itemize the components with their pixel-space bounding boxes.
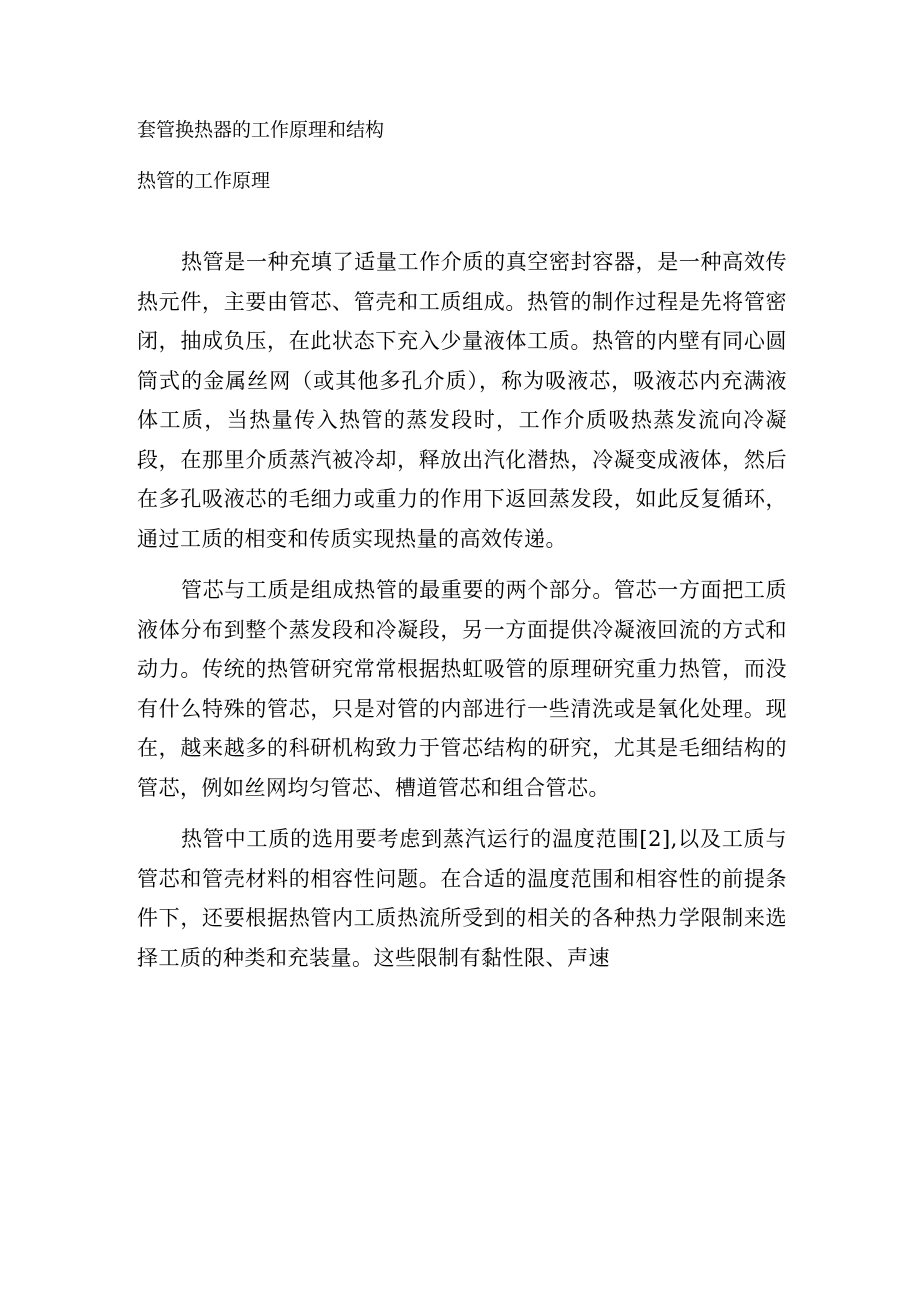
document-title: 套管换热器的工作原理和结构 [137, 119, 385, 141]
section-title: 热管的工作原理 [137, 170, 271, 192]
document-body [137, 243, 787, 990]
paragraph: 热管是一种充填了适量工作介质的真空密封容器，是一种高效传热元件，主要由管芯、管壳和工质组成。热管的制作过程是先将管密闭，抽成负压，在此状态下充入少量液体工质。热管的内壁有同心圆筒式的金属丝网（或其他多孔介质），称为吸液芯，吸液芯内充满液体工质，当热量传入热管的蒸发段时，工作介质吸热蒸发流向冷凝段，在那里介质蒸汽被冷却，释放出汽化潜热，冷凝变成液体，然后在多孔吸液芯的毛细力或重力的作用下返回蒸发段，如此反复循环，通过工质的相变和传质实现热量的高效传递。 [137, 250, 787, 551]
paragraph: 管芯与工质是组成热管的最重要的两个部分。管芯一方面把工质液体分布到整个蒸发段和冷凝段，另一方面提供冷凝液回流的方式和动力。传统的热管研究常常根据热虹吸管的原理研究重力热管，而没有什么特殊的管芯，只是对管的内部进行一些清洗或是氧化处理。现在，越来越多的科研机构致力于管芯结构的研究，尤其是毛细结构的管芯，例如丝网均匀管芯、槽道管芯和组合管芯。 [137, 578, 787, 800]
paragraph: 热管中工质的选用要考虑到蒸汽运行的温度范围[2],以及工质与管芯和管壳材料的相容性问题。在合适的温度范围和相容性的前提条件下，还要根据热管内工质热流所受到的相关的各种热力学限制来选择工质的种类和充装量。这些限制有黏性限、声速 [137, 827, 787, 970]
